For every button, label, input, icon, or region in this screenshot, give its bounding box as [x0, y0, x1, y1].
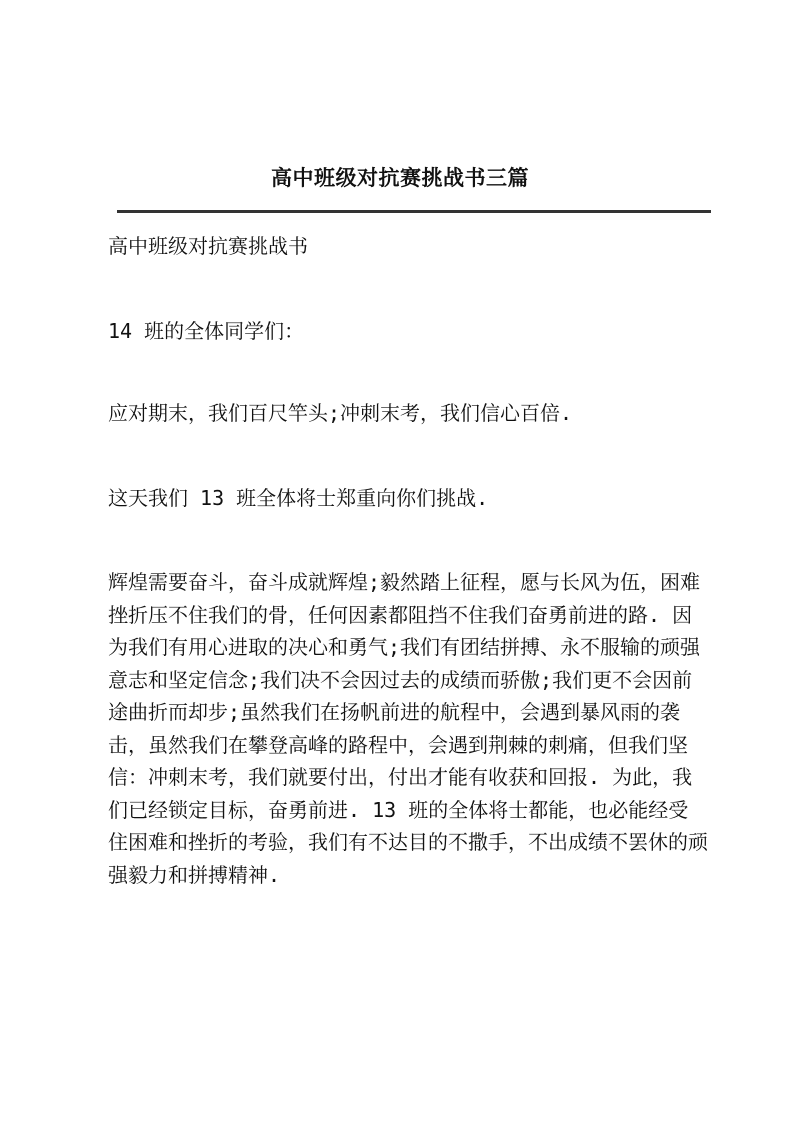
body-paragraph: 这天我们 13 班全体将士郑重向你们挑战. — [108, 486, 489, 510]
document-title: 高中班级对抗赛挑战书三篇 — [271, 165, 529, 190]
section-heading: 高中班级对抗赛挑战书 — [108, 234, 308, 258]
body-paragraph: 辉煌需要奋斗，奋斗成就辉煌;毅然踏上征程，愿与长风为伍，困难挫折压不住我们的骨，任何因素都阻挡不住我们奋勇前进的路. 因为我们有用心进取的决心和勇气;我们有团结拼搏、永不服输的顽强意志和坚定信念;我们决不会因过去的成绩而骄傲;我们更不会因前途曲折而却步;虽然我们在扬帆前进的航程中，会遇到暴风雨的袭击，虽然我们在攀登高峰的路程中，会遇到荆棘的刺痛，但我们坚信：冲刺末考，我们就要付出，付出才能有收获和回报. 为此，我们已经锁定目标，奋勇前进. 13 班的全体将士都能，也必能经受住困难和挫折的考验，我们有不达目的不撒手，不出成绩不罢休的顽强毅力和拼搏精神. — [108, 570, 708, 887]
body-paragraph: 应对期末，我们百尺竿头;冲刺末考，我们信心百倍. — [108, 401, 573, 425]
greeting-paragraph: 14 班的全体同学们： — [108, 319, 305, 343]
title-divider — [117, 210, 711, 213]
